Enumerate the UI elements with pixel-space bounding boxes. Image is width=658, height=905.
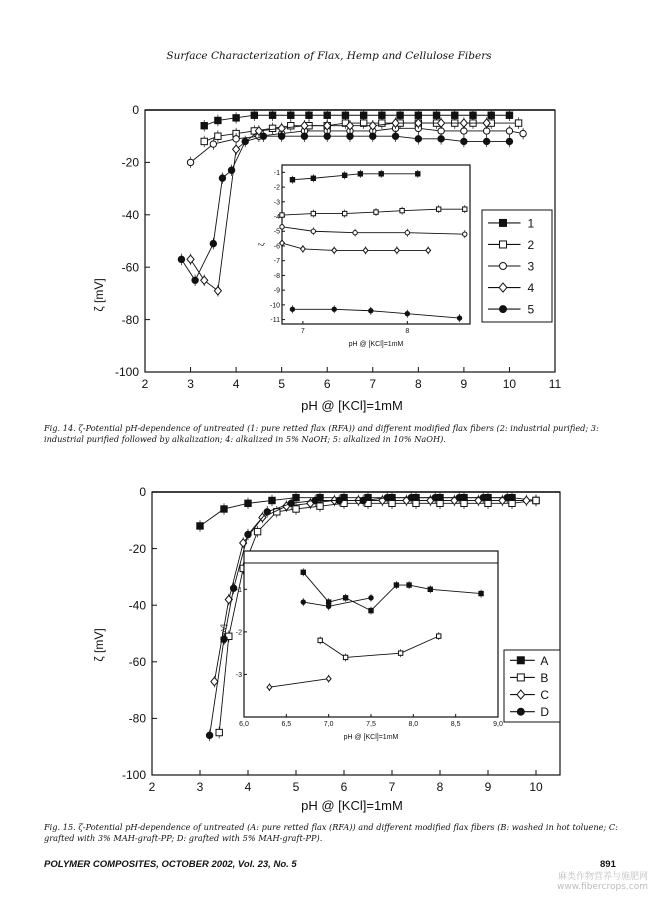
y-tick-label: -3 xyxy=(273,199,280,207)
data-point xyxy=(301,600,305,604)
data-point xyxy=(192,277,198,283)
data-point xyxy=(306,112,312,118)
data-point xyxy=(416,172,420,176)
data-point xyxy=(216,729,222,735)
y-tick-label: -60 xyxy=(121,260,139,275)
data-point xyxy=(456,494,462,500)
y-tick-label: -1 xyxy=(235,586,242,594)
data-point xyxy=(437,634,441,638)
data-point xyxy=(245,531,251,537)
x-tick-label: 2 xyxy=(141,377,149,391)
inset-y-axis-label: ζ [mV] xyxy=(221,624,228,644)
data-point xyxy=(245,500,251,506)
data-point xyxy=(187,159,193,165)
data-point xyxy=(379,172,383,176)
x-tick-label: 10 xyxy=(529,780,543,794)
data-point xyxy=(301,133,307,139)
x-tick-label: 9 xyxy=(484,780,492,794)
x-tick-label: 9 xyxy=(460,377,468,391)
figure-14-chart xyxy=(0,80,658,420)
data-point xyxy=(506,112,512,118)
data-point xyxy=(515,120,521,126)
data-point xyxy=(360,497,366,503)
legend-label: 5 xyxy=(527,302,535,317)
data-point xyxy=(342,173,346,177)
x-tick-label: 8 xyxy=(405,328,410,335)
data-point xyxy=(293,506,299,512)
legend-label: 3 xyxy=(527,259,535,274)
series-2 xyxy=(201,117,522,147)
data-point xyxy=(432,494,438,500)
y-axis-label: ζ [mV] xyxy=(92,628,106,662)
data-point xyxy=(460,119,467,127)
x-tick-label: 8 xyxy=(436,780,444,794)
y-tick-label: -60 xyxy=(128,655,146,669)
x-tick-label: 7 xyxy=(369,377,377,391)
legend-label: 1 xyxy=(527,216,535,231)
data-point xyxy=(178,256,184,262)
data-point xyxy=(269,125,275,131)
y-tick-label: -40 xyxy=(128,598,146,613)
x-axis-label: pH @ [KCl]=1mM xyxy=(301,398,403,413)
data-point xyxy=(264,509,270,515)
data-point xyxy=(233,115,239,121)
y-tick-label: -3 xyxy=(235,671,242,679)
watermark-line-2: www.fibercrops.com xyxy=(557,882,648,892)
data-point xyxy=(210,240,216,246)
data-point xyxy=(407,583,411,587)
data-point xyxy=(343,655,347,659)
legend-marker xyxy=(517,657,524,664)
y-tick-label: 0 xyxy=(132,103,139,118)
data-point xyxy=(312,497,318,503)
x-tick-label: 8,5 xyxy=(450,721,461,728)
data-point xyxy=(288,112,294,118)
y-tick-label: 0 xyxy=(139,485,146,500)
data-point xyxy=(369,596,373,600)
figure-14-caption: Fig. 14. ζ-Potential pH-dependence of untreated (1: pure retted flax (RFA)) and different modified flax fibers (2: industrial purified; 3: industrial purified followed by alkalization; 4: alkalized in 5% NaOH; 5: alkalized in 10% NaOH). xyxy=(44,423,599,444)
data-point xyxy=(219,175,225,181)
data-point xyxy=(437,500,443,506)
data-point xyxy=(480,494,486,500)
y-tick-label: -8 xyxy=(273,272,280,280)
data-point xyxy=(311,176,315,180)
y-tick-label: -4 xyxy=(273,213,280,221)
data-point xyxy=(280,213,284,217)
figure-15-chart xyxy=(0,485,658,825)
data-point xyxy=(201,123,207,129)
legend-label: 4 xyxy=(527,281,535,296)
y-tick-label: -9 xyxy=(273,287,280,295)
data-point xyxy=(251,112,257,118)
data-point xyxy=(311,211,315,215)
data-point xyxy=(394,583,398,587)
legend-marker xyxy=(517,708,524,715)
y-tick-label: -6 xyxy=(273,243,280,251)
data-point xyxy=(201,276,208,284)
data-point xyxy=(293,494,299,500)
x-tick-label: 3 xyxy=(196,780,204,794)
inset-plot-frame xyxy=(282,165,470,324)
inset-x-axis-label: pH @ [KCl]=1mM xyxy=(348,341,404,348)
data-point xyxy=(210,141,216,147)
data-point xyxy=(278,133,284,139)
data-point xyxy=(428,587,432,591)
y-tick-label: -80 xyxy=(128,711,146,726)
x-tick-label: 4 xyxy=(232,377,240,391)
y-tick-label: -7 xyxy=(273,258,280,266)
data-point xyxy=(405,231,409,235)
data-point xyxy=(201,138,207,144)
data-point xyxy=(206,732,212,738)
legend-label: C xyxy=(540,688,550,703)
data-point xyxy=(520,130,526,136)
data-point xyxy=(280,225,284,229)
x-tick-label: 7,0 xyxy=(323,721,334,728)
x-tick-label: 3 xyxy=(187,377,194,391)
data-point xyxy=(533,497,539,503)
legend-label: D xyxy=(540,705,550,720)
data-point xyxy=(233,136,239,142)
data-point xyxy=(353,231,357,235)
data-point xyxy=(400,208,404,212)
data-point xyxy=(260,133,266,139)
legend-marker xyxy=(500,241,507,248)
data-point xyxy=(214,287,221,295)
data-point xyxy=(369,608,373,612)
data-point xyxy=(374,210,378,214)
x-tick-label: 6 xyxy=(340,780,348,794)
data-point xyxy=(343,596,347,600)
y-tick-label: -10 xyxy=(269,302,280,310)
y-tick-label: -20 xyxy=(121,155,139,170)
x-tick-label: 8 xyxy=(414,377,422,391)
data-point xyxy=(301,570,305,574)
y-tick-label: -11 xyxy=(270,317,280,325)
data-point xyxy=(342,211,346,215)
x-tick-label: 4 xyxy=(244,780,252,794)
data-point xyxy=(389,500,395,506)
data-point xyxy=(461,500,467,506)
x-tick-label: 11 xyxy=(548,377,562,391)
data-point xyxy=(332,307,336,311)
data-point xyxy=(392,133,398,139)
data-point xyxy=(324,133,330,139)
x-tick-label: 7 xyxy=(300,328,305,335)
data-point xyxy=(506,128,512,134)
data-point xyxy=(242,138,248,144)
x-tick-label: 10 xyxy=(502,377,517,391)
series-3 xyxy=(187,123,526,169)
data-point xyxy=(461,138,467,144)
x-tick-label: 6,5 xyxy=(281,721,292,728)
inset-plot-frame xyxy=(244,551,498,717)
data-point xyxy=(215,133,221,139)
data-point xyxy=(457,316,461,320)
x-tick-label: 8,0 xyxy=(408,721,419,728)
data-point xyxy=(358,172,362,176)
data-point xyxy=(221,506,227,512)
legend-label: A xyxy=(540,653,549,668)
data-point xyxy=(187,255,194,263)
data-point xyxy=(405,311,409,315)
data-point xyxy=(290,307,294,311)
data-point xyxy=(269,497,275,503)
data-point xyxy=(483,138,489,144)
legend-marker xyxy=(517,674,524,681)
data-point xyxy=(506,138,512,144)
y-axis-label: ζ [mV] xyxy=(92,278,106,312)
data-point xyxy=(347,133,353,139)
data-point xyxy=(398,651,402,655)
x-tick-label: 7 xyxy=(388,780,396,794)
legend-label: 2 xyxy=(527,237,535,252)
y-tick-label: -2 xyxy=(235,629,242,637)
data-point xyxy=(485,500,491,506)
data-point xyxy=(438,136,444,142)
page-number: 891 xyxy=(600,859,616,870)
running-head: Surface Characterization of Flax, Hemp and Cellulose Fibers xyxy=(166,50,492,62)
inset-y-axis-label: ζ xyxy=(259,242,266,247)
journal-footer: POLYMER COMPOSITES, OCTOBER 2002, Vol. 23, No. 5 xyxy=(44,859,297,870)
data-point xyxy=(318,638,322,642)
x-tick-label: 6,0 xyxy=(239,721,249,728)
data-point xyxy=(509,500,515,506)
watermark xyxy=(520,872,648,892)
data-point xyxy=(479,591,483,595)
data-point xyxy=(336,497,342,503)
y-tick-label: -80 xyxy=(121,312,139,327)
data-point xyxy=(415,136,421,142)
data-point xyxy=(413,500,419,506)
data-point xyxy=(317,503,323,509)
data-point xyxy=(324,112,330,118)
data-point xyxy=(436,207,440,211)
x-axis-label: pH @ [KCl]=1mM xyxy=(301,798,403,813)
legend-marker xyxy=(500,306,507,313)
figure-15-caption: Fig. 15. ζ-Potential pH-dependence of untreated (A: pure retted flax (RFA)) and different modified flax fibers (B: washed in hot toluene; C: grafted with 3% MAH-graft-PP; D: grafted with 5% MAH-graft-PP). xyxy=(44,822,618,843)
data-point xyxy=(311,229,315,233)
data-point xyxy=(254,528,260,534)
data-point xyxy=(384,494,390,500)
data-point xyxy=(326,604,330,608)
y-tick-label: -2 xyxy=(273,184,280,192)
legend-marker xyxy=(500,263,507,270)
data-point xyxy=(463,207,467,211)
watermark-line-1: 麻类作物营养与施肥网 xyxy=(557,872,648,882)
y-tick-label: -5 xyxy=(273,228,280,236)
data-point xyxy=(228,167,234,173)
y-tick-label: -1 xyxy=(273,169,280,177)
y-tick-label: -100 xyxy=(121,768,146,783)
data-point xyxy=(288,500,294,506)
data-point xyxy=(233,145,240,153)
data-point xyxy=(523,496,530,504)
inset-x-axis-label: pH @ [KCl]=1mM xyxy=(343,734,399,741)
y-tick-label: -100 xyxy=(114,365,139,380)
data-point xyxy=(369,309,373,313)
x-tick-label: 5 xyxy=(278,377,286,391)
data-point xyxy=(215,117,221,123)
data-point xyxy=(504,494,510,500)
data-point xyxy=(408,494,414,500)
data-point xyxy=(269,112,275,118)
x-tick-label: 5 xyxy=(292,780,300,794)
legend-marker xyxy=(500,219,507,226)
data-point xyxy=(197,523,203,529)
x-tick-label: 6 xyxy=(323,377,331,391)
y-tick-label: -40 xyxy=(121,208,139,222)
y-tick-label: -20 xyxy=(128,541,146,556)
data-point xyxy=(463,232,467,236)
data-point xyxy=(370,133,376,139)
x-tick-label: 9,0 xyxy=(493,721,503,728)
x-tick-label: 2 xyxy=(148,780,156,794)
x-tick-label: 7,5 xyxy=(366,721,376,728)
data-point xyxy=(290,178,294,182)
legend-label: B xyxy=(540,670,549,685)
